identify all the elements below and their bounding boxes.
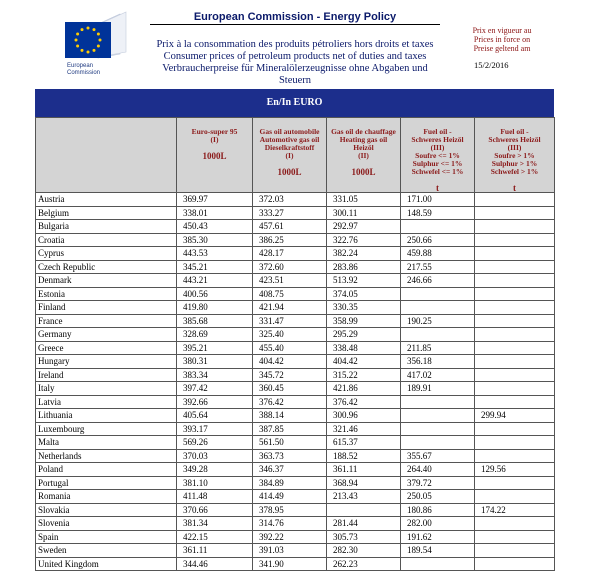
country-column-header [36,118,177,193]
price-cell: 330.35 [327,301,401,315]
column-header-line: Schweres Heizöl [411,135,464,144]
table-row [36,301,555,315]
subtitle-en: Consumer prices of petroleum products net of duties and taxes [163,51,427,62]
price-table [35,117,555,571]
price-cell: 457.61 [253,220,327,234]
flag-star [87,51,90,54]
column-header [253,118,327,193]
price-cell [401,395,475,409]
price-cell: 382.24 [327,247,401,261]
column-header-line: Dieselkraftstoff [264,143,315,152]
table-row [36,260,555,274]
table-row [36,557,555,571]
price-cell [327,503,401,517]
price-cell [475,422,555,436]
price-cell [475,314,555,328]
price-cell: 300.11 [327,206,401,220]
table-row [36,476,555,490]
country-cell: Czech Republic [36,260,177,274]
column-header-line: Euro-super 95 [191,127,238,136]
price-cell: 217.55 [401,260,475,274]
price-cell [475,395,555,409]
price-cell [475,301,555,315]
table-row [36,287,555,301]
price-cell [475,274,555,288]
country-cell: Ireland [36,368,177,382]
price-cell: 392.22 [253,530,327,544]
table-row [36,409,555,423]
price-cell: 372.03 [253,193,327,207]
column-unit: t [436,183,439,193]
price-cell: 397.42 [177,382,253,396]
country-cell: France [36,314,177,328]
price-cell: 190.25 [401,314,475,328]
price-cell [475,368,555,382]
table-row [36,220,555,234]
flag-star [81,49,84,52]
price-cell [401,328,475,342]
flag-star [75,39,78,42]
table-row [36,544,555,558]
price-cell: 283.86 [327,260,401,274]
price-cell [475,436,555,450]
country-cell: Austria [36,193,177,207]
price-cell: 211.85 [401,341,475,355]
price-cell: 392.66 [177,395,253,409]
country-cell: Denmark [36,274,177,288]
price-cell: 378.95 [253,503,327,517]
flag-star [97,45,100,48]
table-row [36,274,555,288]
price-cell: 384.89 [253,476,327,490]
flag-star [76,33,79,36]
price-cell: 295.29 [327,328,401,342]
price-cell: 376.42 [253,395,327,409]
table-row [36,490,555,504]
price-cell [475,557,555,571]
table-row [36,328,555,342]
column-header-line: Gas oil automobile [259,127,320,136]
country-cell: Romania [36,490,177,504]
eu-flag-icon [40,10,140,62]
price-cell: 333.27 [253,206,327,220]
price-cell: 379.72 [401,476,475,490]
price-cell [475,517,555,531]
price-cell: 376.42 [327,395,401,409]
country-cell: Latvia [36,395,177,409]
table-row [36,436,555,450]
price-cell: 305.73 [327,530,401,544]
country-cell: Belgium [36,206,177,220]
table-row [36,449,555,463]
flag-star [81,28,84,31]
table-header-row [36,118,555,193]
table-row [36,314,555,328]
subtitle-de: Verbraucherpreise für Mineralölerzeugnisse ohne Abgaben und Steuern [162,63,428,86]
table-row [36,530,555,544]
price-note-fr: Prix en vigueur au [472,26,532,35]
country-cell: Finland [36,301,177,315]
currency-band [35,89,554,117]
country-cell: Italy [36,382,177,396]
column-header-line: Sulphur <= 1% [412,159,463,168]
price-cell: 315.22 [327,368,401,382]
price-cell: 423.51 [253,274,327,288]
country-cell: Estonia [36,287,177,301]
column-header-line: Soufre > 1% [494,151,535,160]
price-cell: 148.59 [401,206,475,220]
price-cell: 421.86 [327,382,401,396]
column-header-line: Automotive gas oil [259,135,320,144]
price-cell: 380.31 [177,355,253,369]
price-cell: 404.42 [327,355,401,369]
price-cell: 189.54 [401,544,475,558]
price-cell: 615.37 [327,436,401,450]
column-header-line: (I) [210,135,219,144]
price-cell: 331.47 [253,314,327,328]
column-header-line: Soufre <= 1% [415,151,460,160]
price-cell: 404.42 [253,355,327,369]
price-cell: 262.23 [327,557,401,571]
price-cell: 344.46 [177,557,253,571]
column-header-line: Schwefel <= 1% [411,167,464,176]
price-cell: 513.92 [327,274,401,288]
price-cell: 250.05 [401,490,475,504]
column-header-line: (III) [507,143,522,152]
subtitle-fr: Prix à la consommation des produits pétroliers hors droits et taxes [156,39,434,50]
price-cell: 414.49 [253,490,327,504]
column-unit: 1000L [202,151,227,161]
price-cell: 282.30 [327,544,401,558]
column-header [475,118,555,193]
price-cell: 443.21 [177,274,253,288]
price-cell: 405.64 [177,409,253,423]
price-cell: 385.68 [177,314,253,328]
price-cell: 385.30 [177,233,253,247]
price-cell: 421.94 [253,301,327,315]
price-cell: 569.26 [177,436,253,450]
price-cell [475,355,555,369]
price-cell: 338.48 [327,341,401,355]
price-cell: 292.97 [327,220,401,234]
flag-star [97,33,100,36]
table-row [36,382,555,396]
column-unit: 1000L [351,167,376,177]
price-cell: 250.66 [401,233,475,247]
price-cell: 361.11 [177,544,253,558]
table-row [36,341,555,355]
country-cell: Spain [36,530,177,544]
european-commission-logo [40,10,140,74]
price-cell: 345.21 [177,260,253,274]
table-row [36,355,555,369]
price-date: 15/2/2016 [474,60,509,70]
country-cell: United Kingdom [36,557,177,571]
price-cell: 411.48 [177,490,253,504]
price-cell: 387.85 [253,422,327,436]
table-row [36,233,555,247]
price-cell: 174.22 [475,503,555,517]
price-cell: 300.96 [327,409,401,423]
price-note-de: Preise geltend am [473,44,531,53]
price-cell: 455.40 [253,341,327,355]
price-cell: 189.91 [401,382,475,396]
price-cell [475,328,555,342]
country-cell: Slovakia [36,503,177,517]
price-cell: 459.88 [401,247,475,261]
country-cell: Netherlands [36,449,177,463]
table-row [36,247,555,261]
price-cell: 391.03 [253,544,327,558]
country-cell: Germany [36,328,177,342]
price-cell: 355.67 [401,449,475,463]
country-cell: Malta [36,436,177,450]
price-cell: 349.28 [177,463,253,477]
prices-in-force-note [452,26,552,53]
column-header-line: (III) [430,143,445,152]
flag-star [87,27,90,30]
price-cell [475,260,555,274]
flag-star [76,45,79,48]
price-cell: 395.21 [177,341,253,355]
price-cell [475,247,555,261]
price-cell: 361.11 [327,463,401,477]
column-header [401,118,475,193]
price-cell [475,287,555,301]
column-header [177,118,253,193]
price-cell [475,544,555,558]
country-cell: Cyprus [36,247,177,261]
flag-star [93,49,96,52]
price-cell: 322.76 [327,233,401,247]
country-cell: Hungary [36,355,177,369]
price-note-en: Prices in force on [473,35,531,44]
price-cell: 338.01 [177,206,253,220]
price-cell [475,530,555,544]
column-header-line: Fuel oil - [500,127,529,136]
price-cell [475,382,555,396]
price-cell: 372.60 [253,260,327,274]
price-cell: 393.17 [177,422,253,436]
price-cell: 314.76 [253,517,327,531]
country-cell: Slovenia [36,517,177,531]
table-row [36,503,555,517]
price-cell: 299.94 [475,409,555,423]
price-cell: 356.18 [401,355,475,369]
column-header-line: Heating gas oil [339,135,388,144]
price-cell: 360.45 [253,382,327,396]
table-row [36,368,555,382]
country-cell: Portugal [36,476,177,490]
currency-label: En/In EURO [266,97,323,108]
column-header-line: (II) [358,151,369,160]
price-cell [401,287,475,301]
price-cell [401,422,475,436]
price-cell: 264.40 [401,463,475,477]
price-cell [475,449,555,463]
price-cell: 321.46 [327,422,401,436]
country-cell: Sweden [36,544,177,558]
price-cell: 358.99 [327,314,401,328]
price-cell: 363.73 [253,449,327,463]
price-cell: 428.17 [253,247,327,261]
price-cell: 370.03 [177,449,253,463]
price-cell: 450.43 [177,220,253,234]
price-cell [401,557,475,571]
price-cell: 282.00 [401,517,475,531]
price-cell [475,193,555,207]
price-cell: 368.94 [327,476,401,490]
price-cell: 188.52 [327,449,401,463]
country-cell: Poland [36,463,177,477]
column-header [327,118,401,193]
price-cell: 370.66 [177,503,253,517]
table-row [36,206,555,220]
price-cell: 386.25 [253,233,327,247]
country-cell: Luxembourg [36,422,177,436]
column-header-line: (I) [285,151,294,160]
column-header-line: Schwefel > 1% [490,167,539,176]
table-body [36,193,555,571]
price-cell [475,341,555,355]
logo-caption [67,63,100,77]
price-cell [475,233,555,247]
price-cell: 331.05 [327,193,401,207]
price-cell: 408.75 [253,287,327,301]
column-header-line: Sulphur > 1% [491,159,538,168]
document-subtitles [150,39,440,87]
price-cell: 328.69 [177,328,253,342]
price-cell [401,409,475,423]
page-title: European Commission - Energy Policy [193,11,397,23]
price-cell: 346.37 [253,463,327,477]
column-header-line: Fuel oil - [423,127,452,136]
price-cell [475,476,555,490]
country-cell: Greece [36,341,177,355]
table-row [36,193,555,207]
price-cell [475,220,555,234]
logo-caption-line-2: Commission [67,70,101,76]
price-cell [475,206,555,220]
table-row [36,517,555,531]
flag-star [99,39,102,42]
price-cell: 422.15 [177,530,253,544]
column-header-line: Schweres Heizöl [488,135,541,144]
price-cell: 180.86 [401,503,475,517]
price-cell: 171.00 [401,193,475,207]
flag-star [93,28,96,31]
price-cell: 383.34 [177,368,253,382]
table-row [36,422,555,436]
table-row [36,395,555,409]
price-cell: 381.10 [177,476,253,490]
price-cell: 246.66 [401,274,475,288]
country-cell: Lithuania [36,409,177,423]
country-cell: Bulgaria [36,220,177,234]
price-cell: 417.02 [401,368,475,382]
price-cell [401,301,475,315]
price-cell: 419.80 [177,301,253,315]
price-cell: 325.40 [253,328,327,342]
title-divider [150,24,440,25]
price-cell: 191.62 [401,530,475,544]
price-cell: 374.05 [327,287,401,301]
price-cell: 213.43 [327,490,401,504]
table-row [36,463,555,477]
column-header-line: Gas oil de chauffage [331,127,396,136]
price-cell: 345.72 [253,368,327,382]
price-cell [475,490,555,504]
price-cell: 129.56 [475,463,555,477]
price-cell [401,436,475,450]
column-unit: 1000L [277,167,302,177]
column-unit: t [513,183,516,193]
price-cell: 341.90 [253,557,327,571]
price-cell: 369.97 [177,193,253,207]
country-cell: Croatia [36,233,177,247]
price-cell: 381.34 [177,517,253,531]
column-header-line: Heizöl [353,143,374,152]
price-cell: 388.14 [253,409,327,423]
price-cell: 281.44 [327,517,401,531]
price-cell: 400.56 [177,287,253,301]
price-cell: 561.50 [253,436,327,450]
price-cell [401,220,475,234]
price-cell: 443.53 [177,247,253,261]
logo-caption-line-1: European [67,63,94,69]
